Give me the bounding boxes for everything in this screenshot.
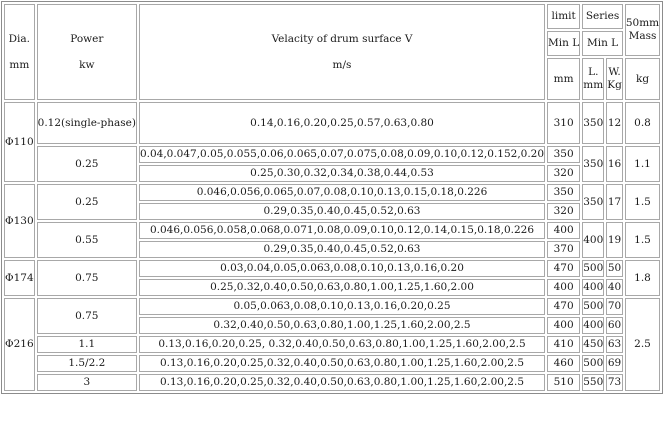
series-l-cell: 350 [582,184,604,220]
series-l-cell: 500 [582,260,604,277]
series-l-cell: 500 [582,298,604,315]
limit-cell: 470 [547,260,580,277]
series-l-cell: 500 [582,355,604,372]
series-w-cell: 70 [606,298,623,315]
header-limit-unit: mm [547,58,580,100]
mass-cell: 1.1 [625,146,660,182]
power-cell: 3 [37,374,137,391]
dia-110: Φ110 [4,102,35,182]
header-dia: Dia. mm [4,4,35,100]
power-cell: 0.12(single-phase) [37,102,137,144]
velocity-cell: 0.05,0.063,0.08,0.10,0.13,0.16,0.20,0.25 [139,298,545,315]
limit-cell: 400 [547,279,580,296]
velocity-cell: 0.14,0.16,0.20,0.25,0.57,0.63,0.80 [139,102,545,144]
power-cell: 0.75 [37,260,137,296]
series-w-cell: 63 [606,336,623,353]
mass-cell: 1.5 [625,184,660,220]
dia-130: Φ130 [4,184,35,258]
limit-cell: 400 [547,317,580,334]
header-power: Power kw [37,4,137,100]
header-series-w: W. Kg [606,58,623,100]
series-w-cell: 40 [606,279,623,296]
drum-spec-table [1,1,663,394]
header-series: Series [582,4,623,29]
series-l-cell: 450 [582,336,604,353]
header-series-minl: Min L [582,31,623,56]
series-l-cell: 350 [582,102,604,144]
header-limit-minl: Min L [547,31,580,56]
limit-cell: 410 [547,336,580,353]
series-w-cell: 60 [606,317,623,334]
limit-cell: 350 [547,184,580,201]
mass-cell: 1.5 [625,222,660,258]
limit-cell: 470 [547,298,580,315]
velocity-cell: 0.13,0.16,0.20,0.25,0.32,0.40,0.50,0.63,0.80,1.00,1.25,1.60,2.00,2.5 [139,374,545,391]
dia-174: Φ174 [4,260,35,296]
header-mass-unit: kg [625,58,660,100]
velocity-cell: 0.29,0.35,0.40,0.45,0.52,0.63 [139,203,545,220]
velocity-cell: 0.13,0.16,0.20,0.25,0.32,0.40,0.50,0.63,0.80,1.00,1.25,1.60,2.00,2.5 [139,355,545,372]
limit-cell: 460 [547,355,580,372]
velocity-cell: 0.046,0.056,0.065,0.07,0.08,0.10,0.13,0.15,0.18,0.226 [139,184,545,201]
limit-cell: 400 [547,222,580,239]
series-w-cell: 73 [606,374,623,391]
series-w-cell: 12 [606,102,623,144]
power-cell: 1.5/2.2 [37,355,137,372]
series-w-cell: 17 [606,184,623,220]
series-l-cell: 400 [582,317,604,334]
series-l-cell: 400 [582,222,604,258]
power-cell: 0.25 [37,184,137,220]
power-cell: 0.75 [37,298,137,334]
series-w-cell: 16 [606,146,623,182]
header-series-l: L. mm [582,58,604,100]
series-w-cell: 69 [606,355,623,372]
series-l-cell: 550 [582,374,604,391]
velocity-cell: 0.046,0.056,0.058,0.068,0.071,0.08,0.09,0.10,0.12,0.14,0.15,0.18,0.226 [139,222,545,239]
series-w-cell: 19 [606,222,623,258]
power-cell: 0.25 [37,146,137,182]
velocity-cell: 0.03,0.04,0.05,0.063,0.08,0.10,0.13,0.16,0.20 [139,260,545,277]
limit-cell: 350 [547,146,580,163]
mass-cell: 0.8 [625,102,660,144]
velocity-cell: 0.13,0.16,0.20,0.25, 0.32,0.40,0.50,0.63,0.80,1.00,1.25,1.60,2.00,2.5 [139,336,545,353]
limit-cell: 510 [547,374,580,391]
header-limit: limit [547,4,580,29]
header-velocity: Velacity of drum surface V m/s [139,4,545,100]
series-l-cell: 400 [582,279,604,296]
velocity-cell: 0.25,0.32,0.40,0.50,0.63,0.80,1.00,1.25,1.60,2.00 [139,279,545,296]
velocity-cell: 0.25,0.30,0.32,0.34,0.38,0.44,0.53 [139,165,545,182]
limit-cell: 310 [547,102,580,144]
limit-cell: 320 [547,203,580,220]
mass-cell: 2.5 [625,298,660,391]
limit-cell: 370 [547,241,580,258]
power-cell: 1.1 [37,336,137,353]
velocity-cell: 0.04,0.047,0.05,0.055,0.06,0.065,0.07,0.075,0.08,0.09,0.10,0.12,0.152,0.20 [139,146,545,163]
dia-216: Φ216 [4,298,35,391]
mass-cell: 1.8 [625,260,660,296]
velocity-cell: 0.32,0.40,0.50,0.63,0.80,1.00,1.25,1.60,2.00,2.5 [139,317,545,334]
series-w-cell: 50 [606,260,623,277]
velocity-cell: 0.29,0.35,0.40,0.45,0.52,0.63 [139,241,545,258]
series-l-cell: 350 [582,146,604,182]
limit-cell: 320 [547,165,580,182]
power-cell: 0.55 [37,222,137,258]
header-mass: 50mm Mass [625,4,660,56]
